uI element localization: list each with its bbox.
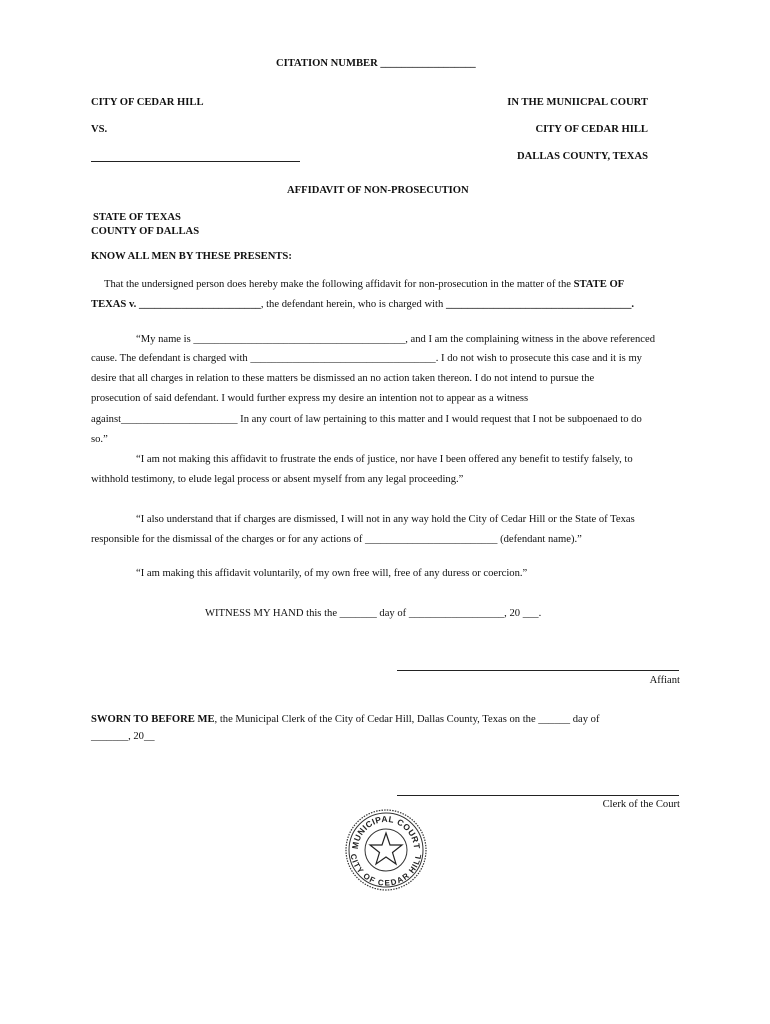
defendant-line[interactable] bbox=[91, 161, 300, 162]
city-right: CITY OF CEDAR HILL bbox=[535, 124, 648, 135]
para1-line-6: so.” bbox=[91, 434, 108, 445]
intro-state-of: STATE OF bbox=[573, 279, 625, 290]
document-title: AFFIDAVIT OF NON-PROSECUTION bbox=[287, 185, 469, 196]
sworn-line-2: _______, 20__ bbox=[91, 731, 155, 742]
clerk-signature-line[interactable] bbox=[397, 795, 679, 796]
intro-defendant-text: , the defendant herein, who is charged with bbox=[260, 299, 444, 310]
sworn-bold: SWORN TO BEFORE ME bbox=[91, 714, 215, 725]
court-seal bbox=[344, 808, 428, 892]
para4: “I am making this affidavit voluntarily, of my own free will, free of any duress or coercion.” bbox=[136, 568, 528, 579]
court-name: IN THE MUNIICPAL COURT bbox=[507, 97, 648, 108]
intro-charge-blank: ___________________________________. bbox=[445, 299, 635, 310]
seal-top-text: MUNICIPAL COURT bbox=[349, 813, 423, 850]
para3-line-1: “I also understand that if charges are dismissed, I will not in any way hold the City of Cedar Hill or the State of Texas bbox=[136, 514, 635, 525]
para1-line-4: prosecution of said defendant. I would further express my desire an intention not to appear as a witness bbox=[91, 393, 529, 404]
witness-line: WITNESS MY HAND this the _______ day of __________________, 20 ___. bbox=[205, 608, 542, 619]
clerk-label: Clerk of the Court bbox=[602, 799, 680, 810]
para2-line-2: withhold testimony, to elude legal process or absent myself from any legal proceeding.” bbox=[91, 474, 464, 485]
know-all-heading: KNOW ALL MEN BY THESE PRESENTS: bbox=[91, 251, 292, 262]
intro-text: That the undersigned person does hereby make the following affidavit for non-prosecution in the matter of the bbox=[104, 279, 571, 290]
county-label: COUNTY OF DALLAS bbox=[91, 226, 200, 237]
intro-line-2 bbox=[91, 299, 634, 310]
intro-line-1 bbox=[104, 279, 624, 290]
county-right: DALLAS COUNTY, TEXAS bbox=[517, 151, 648, 162]
para1-line-1: “My name is ________________________________________, and I am the complaining witness in the above referenced bbox=[136, 334, 655, 345]
para2-line-1: “I am not making this affidavit to frustrate the ends of justice, nor have I been offered any benefit to testify falsely, to bbox=[136, 454, 633, 465]
sworn-line-1 bbox=[91, 714, 600, 725]
para1-line-3: desire that all charges in relation to these matters be dismissed an no action taken thereon. I do not intend to pursue the bbox=[91, 373, 595, 384]
star-icon bbox=[370, 833, 402, 864]
sworn-text: , the Municipal Clerk of the City of Cedar Hill, Dallas County, Texas on the ______ day of bbox=[214, 714, 600, 725]
intro-texas-v: TEXAS v. _______________________ bbox=[91, 299, 261, 310]
affiant-signature-line[interactable] bbox=[397, 670, 679, 671]
city-left: CITY OF CEDAR HILL bbox=[91, 97, 204, 108]
vs-label: VS. bbox=[91, 124, 108, 135]
svg-text:CITY OF CEDAR HILL bbox=[349, 853, 424, 888]
state-label: STATE OF TEXAS bbox=[93, 212, 181, 223]
seal-bottom-text: CITY OF CEDAR HILL bbox=[348, 852, 424, 888]
para3-line-2: responsible for the dismissal of the charges or for any actions of _________________________ (defendant name).” bbox=[91, 534, 582, 545]
seal-graphic bbox=[344, 808, 428, 892]
para1-line-2: cause. The defendant is charged with ___________________________________. I do not wish to prosecute this case and it is my bbox=[91, 353, 642, 364]
para1-line-5: against______________________ In any court of law pertaining to this matter and I would request that I not be subpoenaed to do bbox=[91, 414, 642, 425]
affiant-label: Affiant bbox=[649, 675, 680, 686]
citation-number: CITATION NUMBER __________________ bbox=[276, 58, 476, 69]
